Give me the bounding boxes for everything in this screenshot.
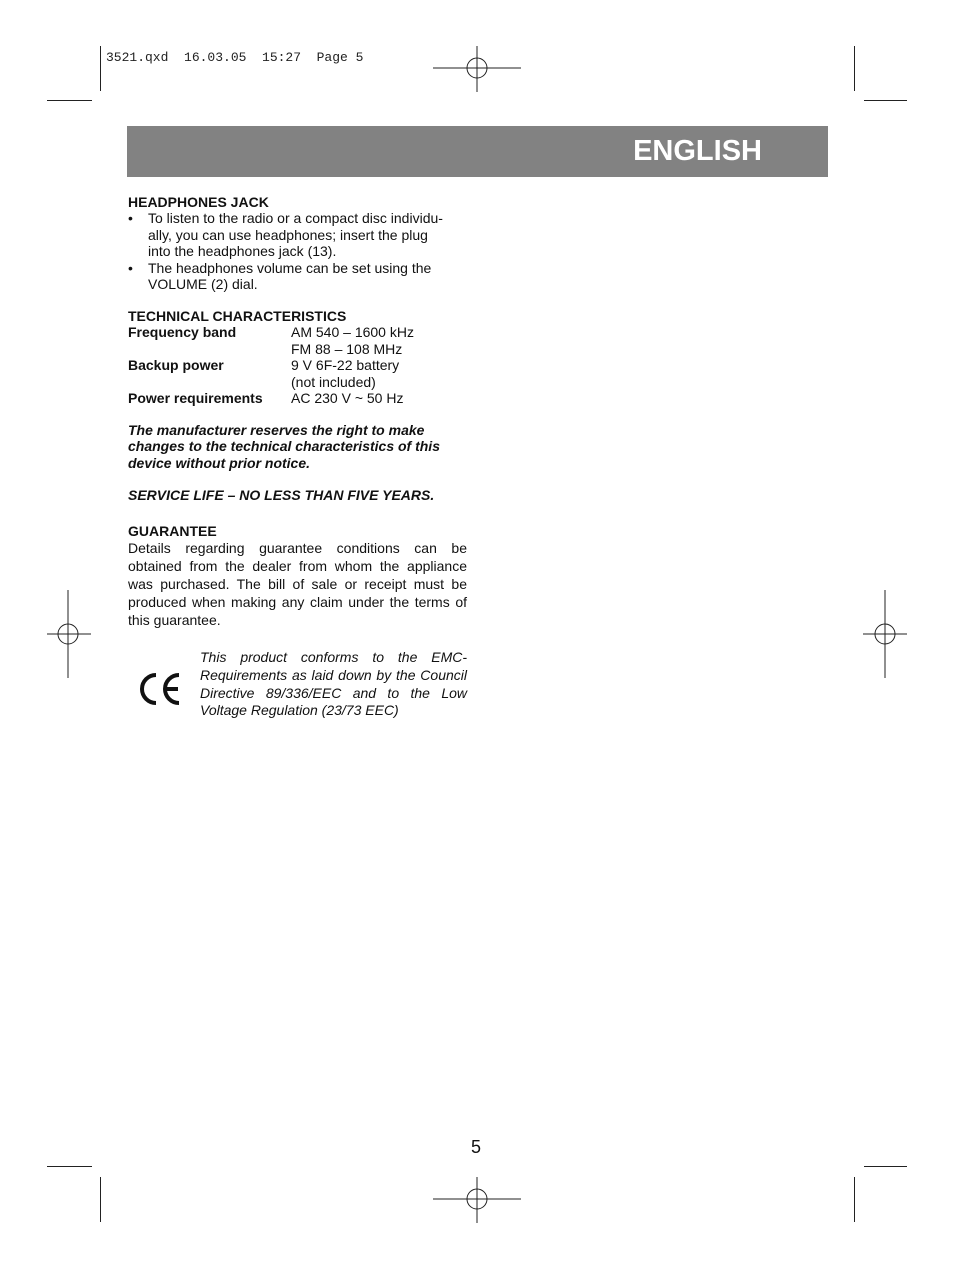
spec-row — [128, 324, 467, 357]
spec-row — [128, 357, 467, 390]
spec-label: Backup power — [128, 357, 224, 374]
manufacturer-notice: The manufacturer reserves the right to make changes to the technical characteristics of this device without prior notice. — [128, 422, 440, 471]
print-slug: 3521.qxd 16.03.05 15:27 Page 5 — [106, 50, 364, 65]
service-life: SERVICE LIFE – NO LESS THAN FIVE YEARS. — [128, 487, 435, 503]
guarantee-text: Details regarding guarantee conditions can be obtained from the dealer from whom the appliance was purchased. The bill of sale or receipt must be produced when making any claim under the terms of this guarantee. — [128, 540, 467, 628]
language-title: ENGLISH — [633, 135, 762, 167]
page-number: 5 — [471, 1137, 482, 1157]
headphones-section — [128, 194, 467, 292]
bullet-line: To listen to the radio or a compact disc individu- — [148, 210, 443, 227]
registration-mark-right — [863, 590, 907, 678]
spec-value: AM 540 – 1600 kHz FM 88 – 108 MHz — [291, 324, 414, 357]
list-item — [128, 210, 467, 259]
bullet-line: The headphones volume can be set using the — [148, 259, 432, 276]
list-item — [128, 260, 467, 293]
technical-heading: TECHNICAL CHARACTERISTICS — [128, 308, 347, 324]
registration-mark-bottom — [433, 1177, 521, 1223]
bullet-line: ally, you can use headphones; insert the plug — [148, 226, 428, 243]
technical-section — [128, 308, 467, 406]
spec-value: 9 V 6F-22 battery (not included) — [291, 357, 400, 390]
spec-value: AC 230 V ~ 50 Hz — [291, 390, 404, 407]
bullet-line: into the headphones jack (13). — [148, 243, 337, 260]
guarantee-heading: GUARANTEE — [128, 523, 217, 539]
spec-row — [128, 390, 467, 406]
guarantee-section — [128, 523, 467, 629]
spec-label: Power requirements — [128, 390, 263, 407]
headphones-heading: HEADPHONES JACK — [128, 194, 269, 210]
language-header-bar — [127, 126, 828, 177]
ce-mark-icon — [137, 671, 183, 707]
ce-conformity-text: This product conforms to the EMC-Requirements as laid down by the Council Directive 89/336/EEC and to the Low Voltage Regulation (23/73 EEC) — [200, 649, 467, 719]
registration-mark-left — [47, 590, 91, 678]
spec-label: Frequency band — [128, 324, 237, 341]
bullet-dot: • — [128, 259, 133, 276]
bullet-line: VOLUME (2) dial. — [148, 276, 258, 293]
registration-mark-top — [433, 46, 521, 92]
bullet-dot: • — [128, 210, 133, 227]
